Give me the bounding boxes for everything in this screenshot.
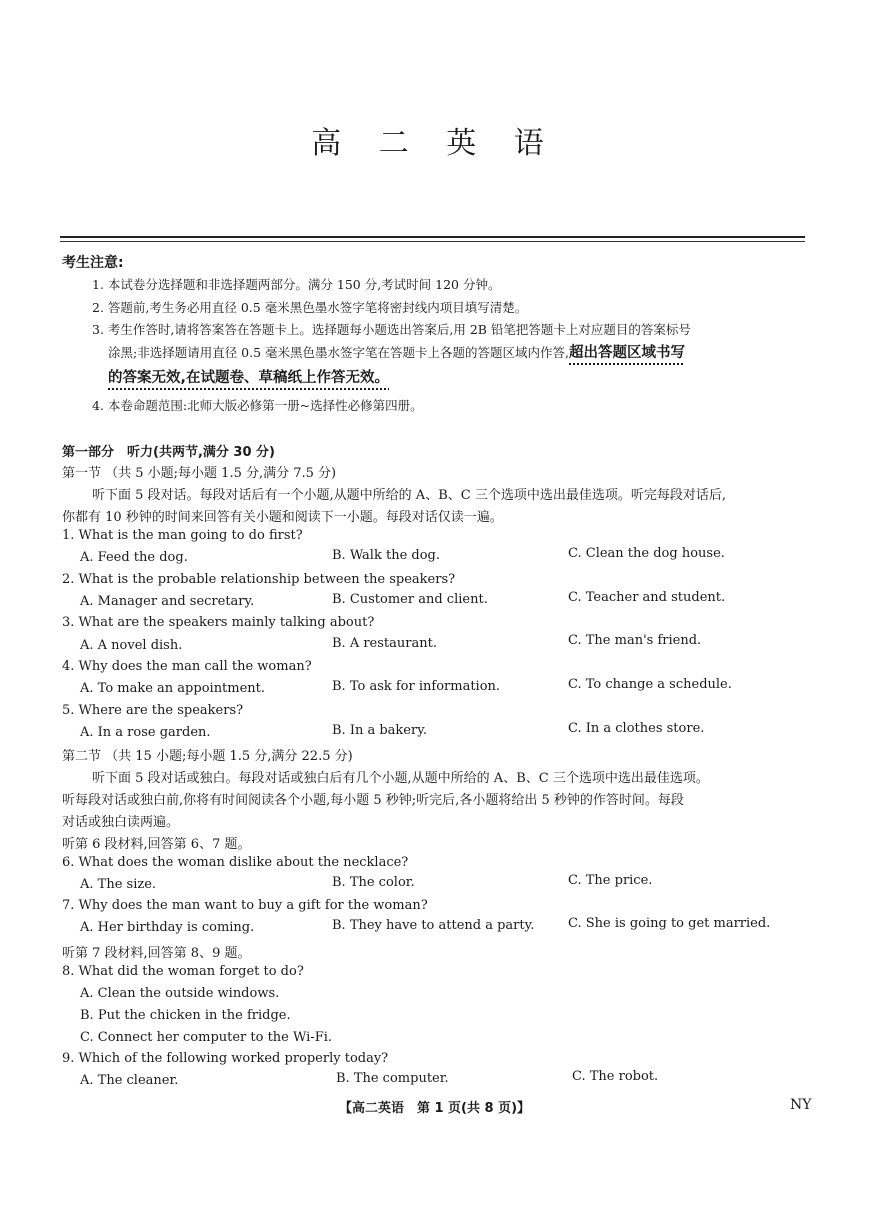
notice-item-3b — [108, 341, 685, 362]
q7-option-b: B. They have to attend a party. — [332, 918, 535, 933]
page-title: 高 二 英 语 — [311, 126, 558, 161]
header-rule-thick — [60, 236, 805, 238]
q3-option-a: A. A novel dish. — [80, 638, 183, 653]
paper-code: NY — [790, 1097, 812, 1113]
section2-intro-c: 对话或独白读两遍。 — [62, 815, 180, 830]
q3-option-b: B. A restaurant. — [332, 636, 437, 651]
question-4: 4. Why does the man call the woman? — [62, 659, 312, 674]
section1-intro-a: 听下面 5 段对话。每段对话后有一个小题,从题中所给的 A、B、C 三个选项中选出最佳选项。听完每段对话后, — [92, 488, 726, 503]
section2-heading: 第二节 （共 15 小题;每小题 1.5 分,满分 22.5 分) — [62, 749, 353, 764]
question-5: 5. Where are the speakers? — [62, 703, 244, 718]
q5-option-c: C. In a clothes store. — [568, 721, 705, 736]
question-3: 3. What are the speakers mainly talking about? — [62, 615, 375, 630]
material-7-instruction: 听第 7 段材料,回答第 8、9 题。 — [62, 946, 251, 961]
q8-option-b: B. Put the chicken in the fridge. — [80, 1008, 291, 1023]
q2-option-c: C. Teacher and student. — [568, 590, 726, 605]
q8-option-a: A. Clean the outside windows. — [80, 986, 280, 1001]
notice-item-3c — [108, 366, 389, 387]
q4-option-c: C. To change a schedule. — [568, 677, 732, 692]
notice-item-4: 4. 本卷命题范围:北师大版必修第一册~选择性必修第四册。 — [92, 398, 423, 413]
q1-option-b: B. Walk the dog. — [332, 548, 440, 563]
section1-heading: 第一节 （共 5 小题;每小题 1.5 分,满分 7.5 分) — [62, 466, 337, 481]
q6-option-b: B. The color. — [332, 875, 415, 890]
q2-option-b: B. Customer and client. — [332, 592, 488, 607]
question-9: 9. Which of the following worked properly today? — [62, 1051, 389, 1066]
q1-option-a: A. Feed the dog. — [80, 550, 188, 565]
q4-option-b: B. To ask for information. — [332, 679, 501, 694]
q9-option-a: A. The cleaner. — [80, 1073, 179, 1088]
notice-item-3b-emphasis: 超出答题区域书写 — [569, 345, 686, 361]
section1-intro-b: 你都有 10 秒钟的时间来回答有关小题和阅读下一小题。每段对话仅读一遍。 — [62, 510, 503, 525]
q7-option-a: A. Her birthday is coming. — [80, 920, 255, 935]
q9-option-c: C. The robot. — [572, 1069, 659, 1084]
q6-option-a: A. The size. — [80, 877, 157, 892]
q9-option-b: B. The computer. — [336, 1071, 449, 1086]
notice-item-2: 2. 答题前,考生务必用直径 0.5 毫米黑色墨水签字笔将密封线内项目填写清楚。 — [92, 300, 528, 315]
q7-option-c: C. She is going to get married. — [568, 916, 771, 931]
q4-option-a: A. To make an appointment. — [80, 681, 266, 696]
q2-option-a: A. Manager and secretary. — [80, 594, 255, 609]
q3-option-c: C. The man's friend. — [568, 633, 702, 648]
section2-intro-b: 听每段对话或独白前,你将有时间阅读各个小题,每小题 5 秒钟;听完后,各小题将给出 5 秒钟的作答时间。每段 — [62, 793, 684, 808]
question-1: 1. What is the man going to do first? — [62, 528, 303, 543]
section2-intro-a: 听下面 5 段对话或独白。每段对话或独白后有几个小题,从题中所给的 A、B、C 三个选项中选出最佳选项。 — [92, 771, 709, 786]
q5-option-b: B. In a bakery. — [332, 723, 427, 738]
material-6-instruction: 听第 6 段材料,回答第 6、7 题。 — [62, 837, 251, 852]
notice-item-3c-emphasis: 的答案无效,在试题卷、草稿纸上作答无效。 — [108, 370, 390, 386]
question-2: 2. What is the probable relationship between the speakers? — [62, 572, 456, 587]
q1-option-c: C. Clean the dog house. — [568, 546, 725, 561]
question-6: 6. What does the woman dislike about the necklace? — [62, 855, 409, 870]
notice-heading: 考生注意: — [62, 255, 124, 271]
notice-item-1: 1. 本试卷分选择题和非选择题两部分。满分 150 分,考试时间 120 分钟。 — [92, 277, 501, 292]
page-footer: 【高二英语 第 1 页(共 8 页)】 — [338, 1101, 531, 1116]
q6-option-c: C. The price. — [568, 873, 653, 888]
part1-heading: 第一部分 听力(共两节,满分 30 分) — [62, 445, 275, 460]
header-rule-thin — [60, 241, 805, 242]
question-8: 8. What did the woman forget to do? — [62, 964, 304, 979]
notice-item-3b-text: 涂黑;非选择题请用直径 0.5 毫米黑色墨水签字笔在答题卡上各题的答题区域内作答, — [108, 345, 570, 360]
notice-item-3a: 3. 考生作答时,请将答案答在答题卡上。选择题每小题选出答案后,用 2B 铅笔把答题卡上对应题目的答案标号 — [92, 322, 691, 337]
question-7: 7. Why does the man want to buy a gift for the woman? — [62, 898, 428, 913]
q8-option-c: C. Connect her computer to the Wi-Fi. — [80, 1030, 333, 1045]
q5-option-a: A. In a rose garden. — [80, 725, 211, 740]
